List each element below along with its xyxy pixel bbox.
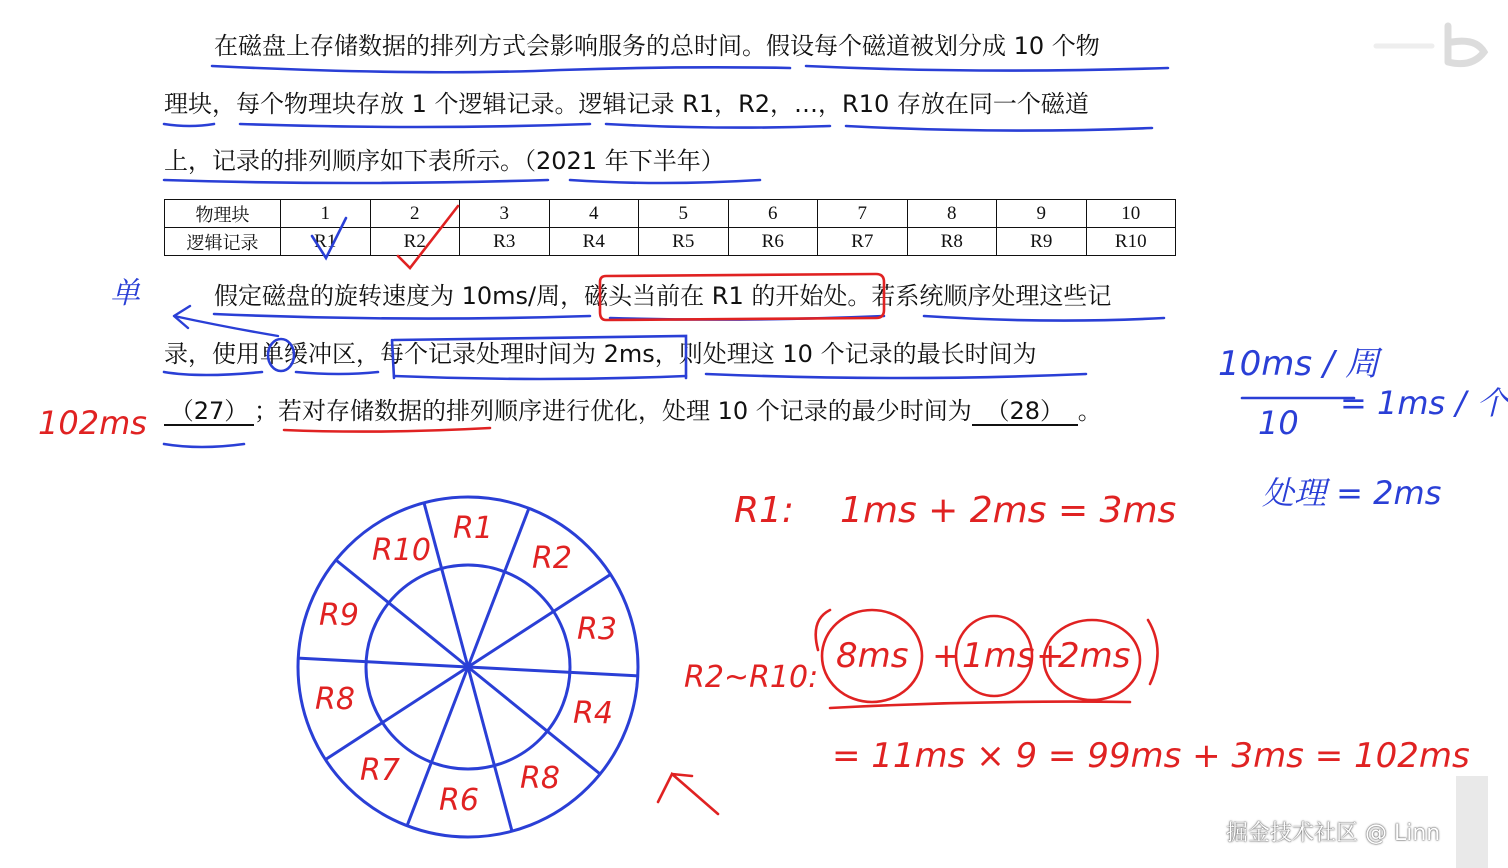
rotation-note-top: 10ms / 周: [1218, 344, 1380, 384]
calc-term-3: 2ms: [1058, 636, 1131, 676]
table-cell-record: R1: [281, 228, 371, 256]
r1-calc: 1ms + 2ms = 3ms: [840, 490, 1177, 531]
problem-line-5: 录，使用单缓冲区，每个记录处理时间为 2ms，则处理这 10 个记录的最长时间为: [164, 340, 1037, 368]
table-cell-record: R7: [818, 228, 908, 256]
problem-line-2: 理块，每个物理块存放 1 个逻辑记录。逻辑记录 R1，R2，…，R10 存放在同一个磁道: [164, 90, 1089, 118]
table-cell-block: 10: [1086, 200, 1176, 228]
check-mark: [398, 206, 458, 268]
rotation-note-bottom: 10: [1258, 404, 1299, 442]
video-corner-overlay: [1456, 776, 1488, 868]
calc-term-1: 8ms: [836, 636, 909, 676]
red-underline: [284, 428, 490, 432]
watermark: 掘金技术社区 @ Linn: [1226, 821, 1441, 846]
table-cell-block: 6: [728, 200, 818, 228]
r1-calc-label: R1:: [734, 490, 795, 531]
process-time-note: 处理 = 2ms: [1262, 474, 1442, 512]
arrow-icon: [658, 774, 718, 814]
final-calc: = 11ms × 9 = 99ms + 3ms = 102ms: [832, 736, 1470, 776]
table-cell-record: R8: [907, 228, 997, 256]
table-header-block: 物理块: [165, 200, 281, 228]
blue-underlines: [164, 66, 1168, 447]
disk-sector-label: R4: [573, 696, 613, 731]
table-cell-block: 8: [907, 200, 997, 228]
r2-r10-label: R2~R10:: [684, 660, 819, 695]
table-cell-block: 1: [281, 200, 371, 228]
disk-spoke: [468, 667, 638, 676]
table-cell-record: R6: [728, 228, 818, 256]
table-header-record: 逻辑记录: [165, 228, 281, 256]
disk-sector-label: R9: [319, 598, 359, 633]
table-cell-block: 9: [997, 200, 1087, 228]
problem-line-6-end: 。: [1077, 397, 1102, 425]
arrow-icon: [174, 306, 278, 336]
disk-sector-label: R10: [372, 533, 432, 568]
table-cell-block: 2: [370, 200, 460, 228]
calc-plus-1: +: [932, 636, 961, 676]
table-cell-record: R2: [370, 228, 460, 256]
table-cell-block: 7: [818, 200, 908, 228]
margin-note-dan: 单: [110, 276, 140, 311]
disk-sector-label: R8: [315, 682, 355, 717]
problem-line-1: 在磁盘上存储数据的排列方式会影响服务的总时间。假设每个磁道被划分成 10 个物: [214, 32, 1100, 60]
disk-sector-label: R8: [520, 761, 560, 796]
rotation-note-result: = 1ms / 个: [1340, 384, 1508, 422]
table-cell-block: 3: [460, 200, 550, 228]
blank-27: （27）: [164, 398, 254, 426]
table-cell-record: R10: [1086, 228, 1176, 256]
disk-sector-label: R7: [360, 753, 400, 788]
disk-sector-label: R1: [453, 511, 493, 546]
red-box: [600, 274, 884, 320]
calc-plus-2: +: [1036, 636, 1065, 676]
disk-spoke: [298, 658, 468, 667]
problem-line-6-text: ；若对存储数据的排列顺序进行优化，处理 10 个记录的最少时间为: [254, 397, 972, 425]
disk-sector-label: R2: [532, 541, 572, 576]
disk-spokes: [298, 503, 638, 831]
disk-sector-label: R3: [577, 612, 617, 647]
problem-line-4: 假定磁盘的旋转速度为 10ms/周，磁头当前在 R1 的开始处。若系统顺序处理这些记: [214, 282, 1112, 310]
problem-line-3: 上，记录的排列顺序如下表所示。（2021 年下半年）: [164, 147, 725, 175]
table-cell-record: R5: [639, 228, 729, 256]
table-cell-block: 4: [549, 200, 639, 228]
disk-sector-label: R6: [439, 783, 479, 818]
table-cell-block: 5: [639, 200, 729, 228]
bilibili-logo-icon: [1372, 12, 1488, 72]
table-cell-record: R9: [997, 228, 1087, 256]
table-cell-record: R3: [460, 228, 550, 256]
table-cell-record: R4: [549, 228, 639, 256]
answer-27-note: 102ms: [38, 404, 147, 442]
check-mark: [312, 218, 346, 258]
calc-term-2: 1ms: [962, 636, 1035, 676]
blank-28: （28）: [972, 398, 1078, 426]
